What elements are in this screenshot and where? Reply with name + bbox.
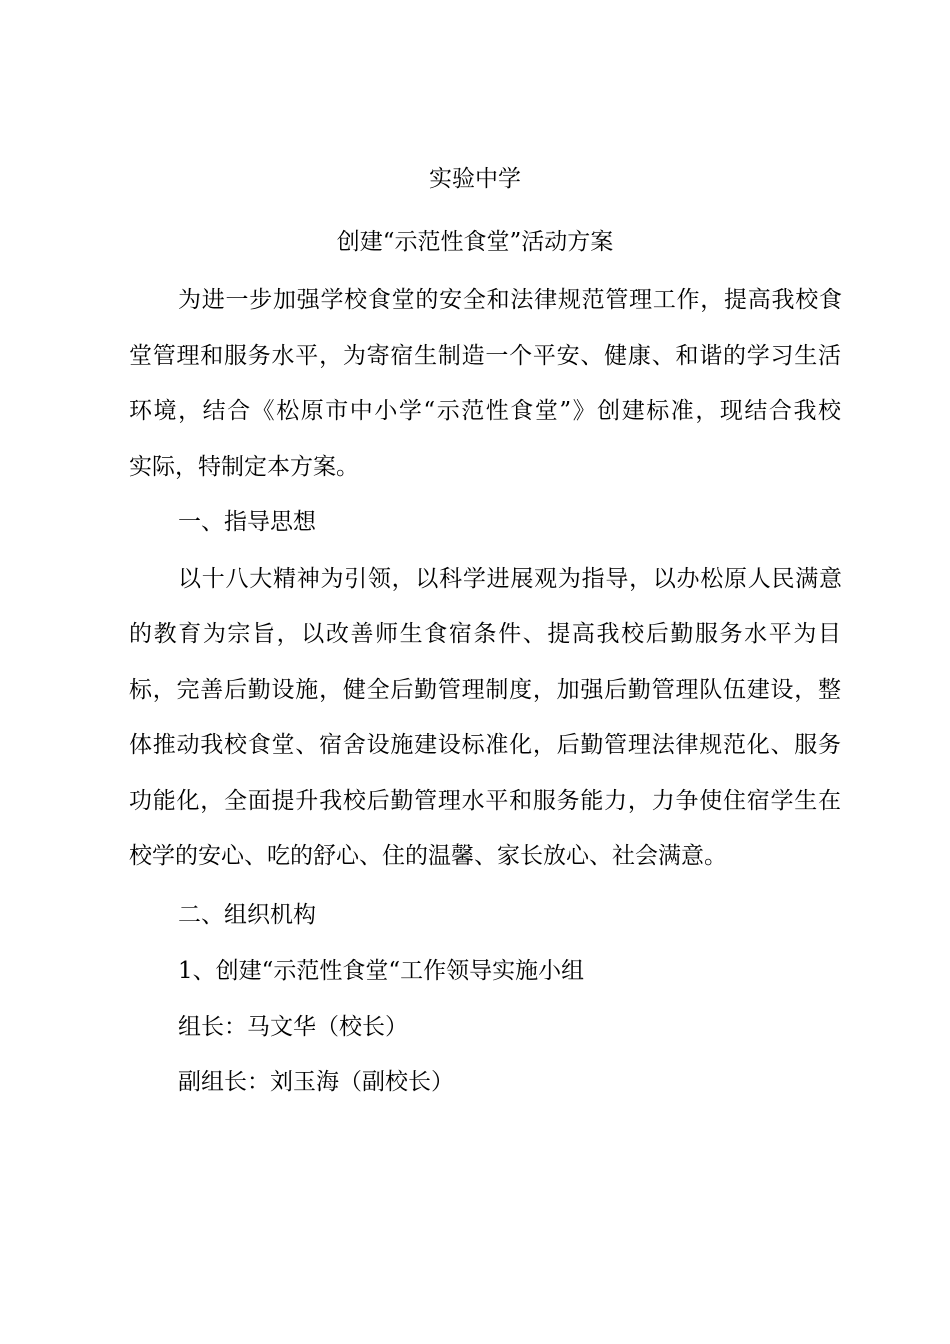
section1-line-1: 以十八大精神为引领，以科学进展观为指导，以办松原人民满意 — [178, 566, 842, 592]
document-title: 创建“示范性食堂”活动方案 — [336, 229, 614, 255]
intro-line-4: 实际，特制定本方案。 — [129, 454, 359, 480]
section2-heading: 二、组织机构 — [178, 902, 316, 928]
section1-line-6: 校学的安心、吃的舒心、住的温馨、家长放心、社会满意。 — [129, 843, 727, 869]
subsection1-heading: 1、创建“示范性食堂“工作领导实施小组 — [178, 958, 585, 984]
deputy-leader-line: 副组长：刘玉海（副校长） — [178, 1069, 454, 1095]
leader-line: 组长：马文华（校长） — [178, 1014, 408, 1040]
school-name: 实验中学 — [429, 166, 521, 192]
section1-line-4: 体推动我校食堂、宿舍设施建设标准化，后勤管理法律规范化、服务 — [129, 732, 841, 758]
intro-line-1: 为进一步加强学校食堂的安全和法律规范管理工作，提高我校食 — [178, 287, 842, 313]
intro-line-2: 堂管理和服务水平，为寄宿生制造一个平安、健康、和谐的学习生活 — [129, 343, 841, 369]
section1-line-2: 的教育为宗旨，以改善师生食宿条件、提高我校后勤服务水平为目 — [129, 621, 841, 647]
section1-line-5: 功能化，全面提升我校后勤管理水平和服务能力，力争使住宿学生在 — [129, 788, 841, 814]
section1-line-3: 标，完善后勤设施，健全后勤管理制度，加强后勤管理队伍建设，整 — [129, 677, 841, 703]
intro-line-3: 环境，结合《松原市中小学“示范性食堂”》创建标准，现结合我校 — [129, 398, 841, 424]
section1-heading: 一、指导思想 — [178, 509, 316, 535]
